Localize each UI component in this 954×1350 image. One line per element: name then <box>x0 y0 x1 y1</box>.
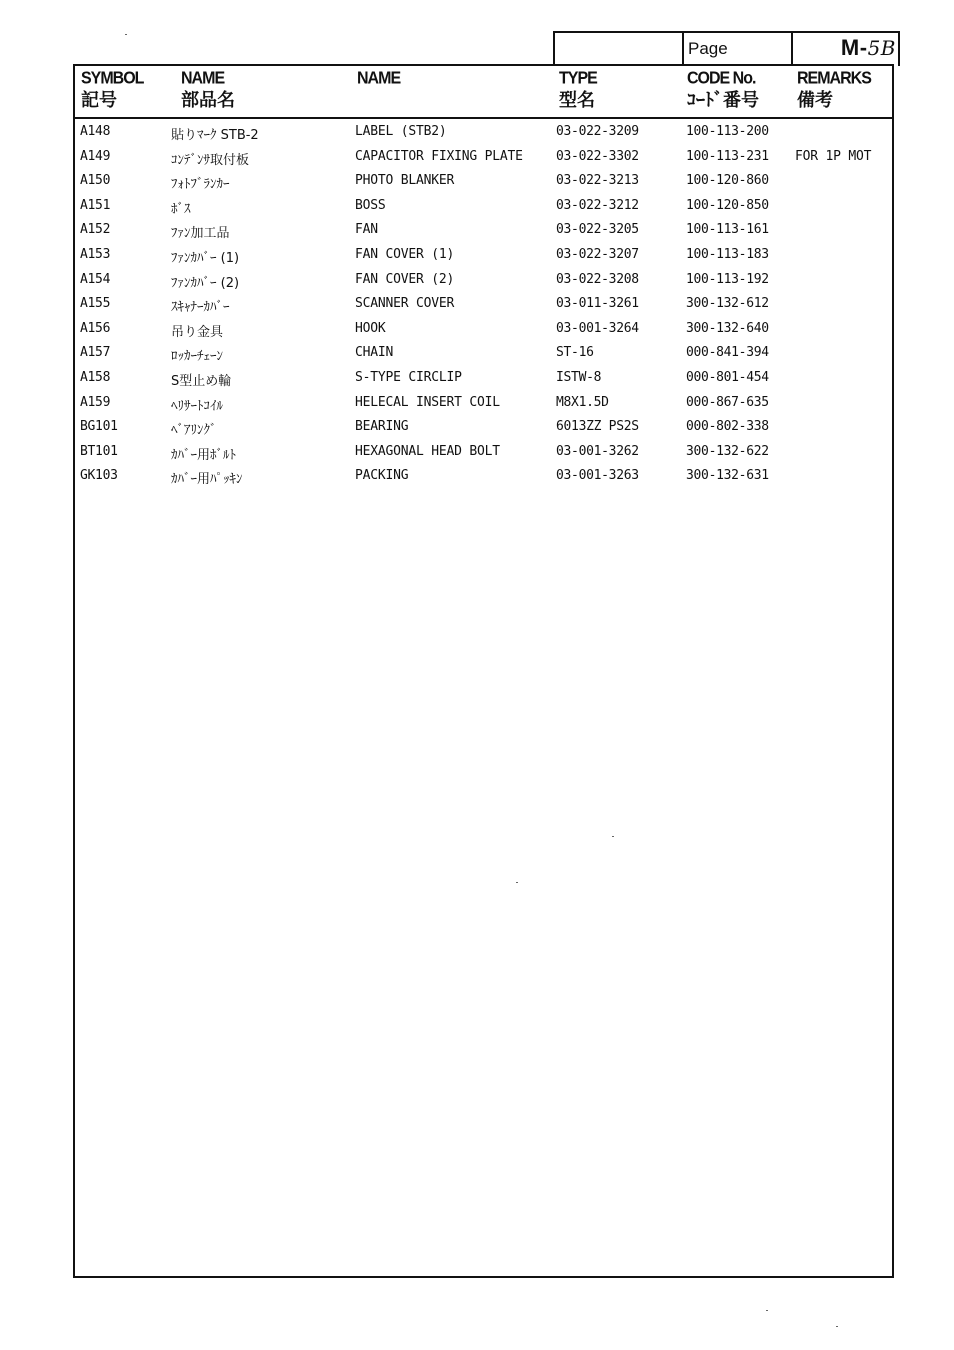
cell-symbol: A151 <box>80 197 111 213</box>
table-row <box>75 465 892 490</box>
cell-symbol: A153 <box>80 246 111 262</box>
cell-part-name-en: FAN COVER (2) <box>355 271 455 287</box>
header-part-name-jp-jp: 部品名 <box>181 90 235 111</box>
header-type-en: TYPE <box>559 69 597 88</box>
cell-type: 03-022-3205 <box>556 222 639 238</box>
scan-speck <box>836 1326 838 1327</box>
cell-code: 000-867-635 <box>686 394 769 410</box>
cell-symbol: A156 <box>80 320 111 336</box>
page-label: Page <box>688 39 728 58</box>
page-number <box>841 35 896 61</box>
cell-remarks: FOR 1P MOT <box>795 148 872 164</box>
table-row <box>75 367 892 392</box>
cell-code: 300-132-631 <box>686 468 769 484</box>
cell-part-name-jp: ｽｷｬﾅｰｶﾊﾞｰ <box>171 300 230 316</box>
table-row <box>75 244 892 269</box>
cell-code: 100-113-192 <box>686 271 769 287</box>
cell-code: 300-132-640 <box>686 320 769 336</box>
table-row <box>75 342 892 367</box>
cell-part-name-en: LABEL (STB2) <box>355 124 447 139</box>
cell-code: 100-113-200 <box>686 124 769 139</box>
cell-type: ST-16 <box>556 345 594 361</box>
cell-symbol: GK103 <box>80 468 118 484</box>
cell-part-name-en: PACKING <box>355 468 409 484</box>
cell-code: 100-120-850 <box>686 197 769 213</box>
cell-symbol: A152 <box>80 222 111 238</box>
cell-symbol: BG101 <box>80 419 118 435</box>
cell-part-name-en: BOSS <box>355 197 386 213</box>
cell-code: 100-113-183 <box>686 246 769 262</box>
scan-speck <box>766 1310 768 1311</box>
cell-code: 000-802-338 <box>686 419 769 435</box>
cell-part-name-en: SCANNER COVER <box>355 296 455 312</box>
header-remarks <box>797 66 871 113</box>
table-row <box>75 416 892 441</box>
page-box-blank-cell <box>555 33 684 66</box>
cell-type: 03-022-3213 <box>556 173 639 189</box>
table-row <box>75 318 892 343</box>
table-row <box>75 170 892 195</box>
cell-part-name-en: FAN COVER (1) <box>355 246 455 262</box>
table-row <box>75 195 892 220</box>
cell-symbol: A154 <box>80 271 111 287</box>
table-row <box>75 219 892 244</box>
cell-part-name-en: CHAIN <box>355 345 394 361</box>
cell-type: 03-001-3264 <box>556 320 639 336</box>
cell-code: 100-113-161 <box>686 222 769 238</box>
parts-rows <box>75 121 892 490</box>
cell-part-name-jp: ｶﾊﾞｰ用ﾊﾟｯｷﾝ <box>171 472 243 488</box>
table-row <box>75 392 892 417</box>
cell-symbol: A155 <box>80 296 111 312</box>
table-row <box>75 146 892 171</box>
table-row <box>75 121 892 146</box>
cell-type: 03-022-3207 <box>556 246 639 262</box>
scan-speck <box>125 34 127 35</box>
page-number-prefix: M- <box>840 35 868 60</box>
cell-symbol: A148 <box>80 124 111 139</box>
header-symbol-jp: 記号 <box>81 90 117 111</box>
header-part-name-jp <box>181 66 235 113</box>
cell-part-name-jp: ﾌｧﾝｶﾊﾞｰ (2) <box>171 275 240 291</box>
cell-code: 300-132-622 <box>686 443 769 459</box>
header-symbol <box>81 66 143 113</box>
parts-list-table <box>73 64 894 1278</box>
header-code-jp: ｺｰﾄﾞ番号 <box>687 90 759 111</box>
cell-type: 03-011-3261 <box>556 296 639 312</box>
cell-code: 300-132-612 <box>686 296 769 312</box>
header-type-jp: 型名 <box>559 90 595 111</box>
cell-part-name-jp: ﾍﾘｻｰﾄｺｲﾙ <box>171 398 223 414</box>
table-row <box>75 293 892 318</box>
cell-type: 03-022-3212 <box>556 197 639 213</box>
cell-code: 100-120-860 <box>686 173 769 189</box>
cell-part-name-jp: ﾌｧﾝ加工品 <box>171 226 230 242</box>
cell-type: 6013ZZ PS2S <box>556 419 639 435</box>
cell-part-name-jp: ｶﾊﾞｰ用ﾎﾞﾙﾄ <box>171 447 237 463</box>
cell-part-name-jp: ﾍﾞｱﾘﾝｸﾞ <box>171 423 217 439</box>
header-symbol-en: SYMBOL <box>81 69 144 88</box>
cell-symbol: BT101 <box>80 443 118 459</box>
header-part-name-en <box>357 66 400 90</box>
cell-part-name-en: PHOTO BLANKER <box>355 173 455 189</box>
cell-part-name-en: FAN <box>355 222 378 238</box>
cell-part-name-en: HELECAL INSERT COIL <box>355 394 500 410</box>
cell-type: 03-022-3302 <box>556 148 639 164</box>
cell-part-name-jp: 吊り金具 <box>171 324 224 340</box>
header-divider <box>75 117 892 119</box>
header-code-en: CODE No. <box>687 69 756 88</box>
cell-type: 03-022-3208 <box>556 271 639 287</box>
cell-part-name-en: S-TYPE CIRCLIP <box>355 369 462 385</box>
cell-part-name-en: HOOK <box>355 320 386 336</box>
page-number-cell <box>793 33 900 66</box>
cell-symbol: A158 <box>80 369 111 385</box>
table-row <box>75 441 892 466</box>
cell-part-name-jp: ﾌｫﾄﾌﾞﾗﾝｶｰ <box>171 177 230 193</box>
cell-code: 000-801-454 <box>686 369 769 385</box>
cell-part-name-en: HEXAGONAL HEAD BOLT <box>355 443 500 459</box>
header-remarks-jp: 備考 <box>797 90 833 111</box>
header-part-name-jp-en: NAME <box>181 69 225 88</box>
page-number-handwritten: 5B <box>867 36 896 60</box>
scan-speck <box>612 836 614 837</box>
cell-type: 03-001-3262 <box>556 443 639 459</box>
cell-type: 03-022-3209 <box>556 124 639 139</box>
page-number-box <box>553 31 900 66</box>
header-part-name-en-text: NAME <box>357 69 401 88</box>
cell-type: 03-001-3263 <box>556 468 639 484</box>
cell-symbol: A149 <box>80 148 111 164</box>
cell-code: 000-841-394 <box>686 345 769 361</box>
cell-part-name-jp: 貼りﾏｰｸ STB-2 <box>171 128 259 143</box>
table-row <box>75 269 892 294</box>
header-type <box>559 66 597 113</box>
page-label-cell <box>684 33 793 66</box>
header-code <box>687 66 759 113</box>
cell-part-name-jp: S型止め輪 <box>171 373 232 389</box>
cell-part-name-en: CAPACITOR FIXING PLATE <box>355 148 523 164</box>
cell-symbol: A159 <box>80 394 111 410</box>
cell-part-name-jp: ﾎﾞｽ <box>171 201 191 217</box>
cell-symbol: A150 <box>80 173 111 189</box>
cell-code: 100-113-231 <box>686 148 769 164</box>
cell-part-name-jp: ﾌｧﾝｶﾊﾞｰ (1) <box>171 250 240 266</box>
cell-part-name-jp: ｺﾝﾃﾞﾝｻ取付板 <box>171 152 250 168</box>
cell-type: ISTW-8 <box>556 369 602 385</box>
scan-speck <box>516 882 518 883</box>
cell-part-name-en: BEARING <box>355 419 409 435</box>
cell-type: M8X1.5D <box>556 394 609 410</box>
cell-symbol: A157 <box>80 345 111 361</box>
cell-part-name-jp: ﾛｯｶｰﾁｪｰﾝ <box>171 349 223 365</box>
header-remarks-en: REMARKS <box>797 69 871 88</box>
